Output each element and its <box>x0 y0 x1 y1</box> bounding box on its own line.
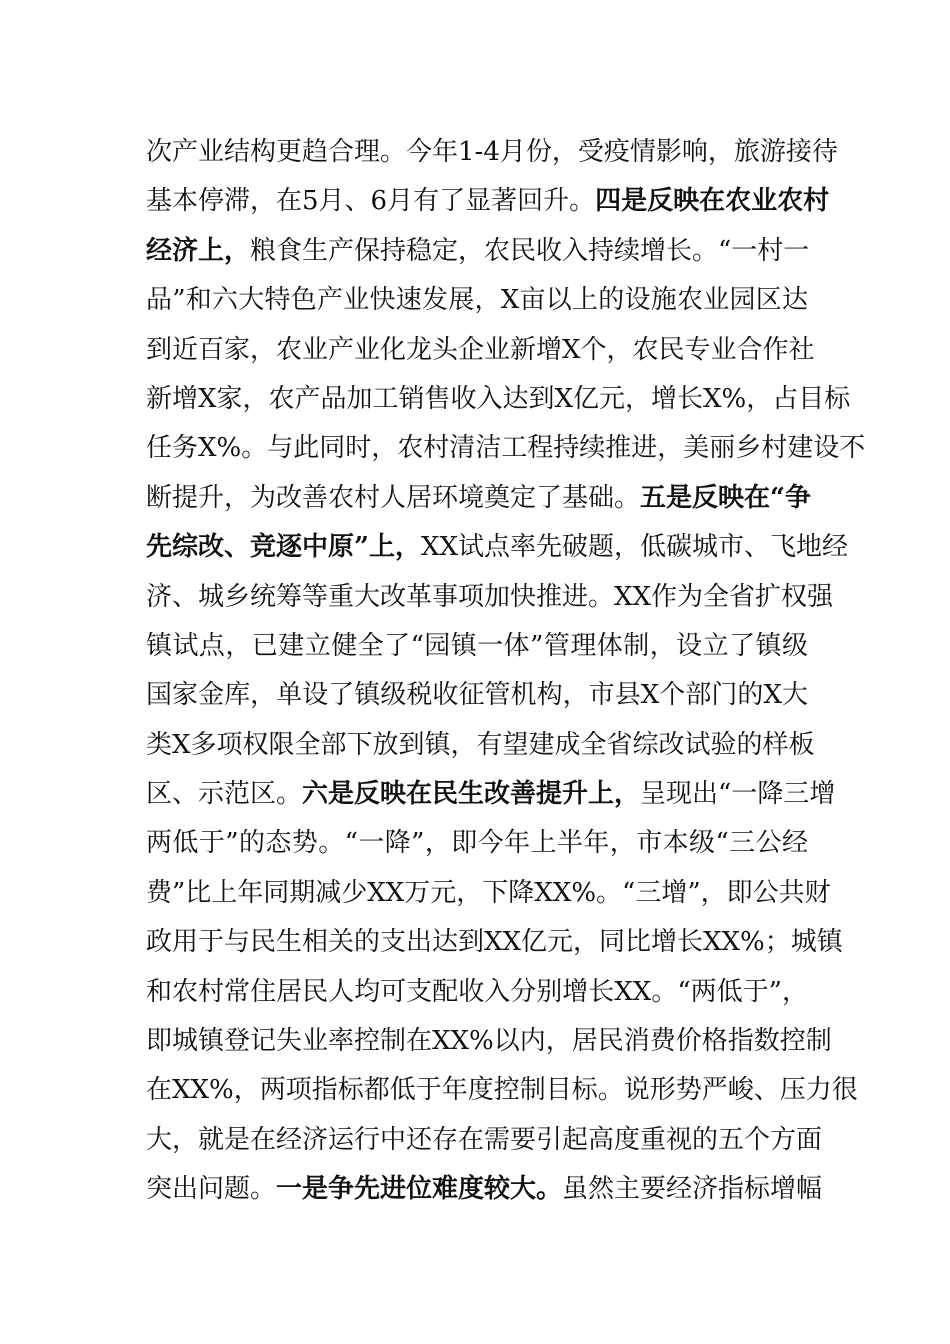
text-line <box>146 819 808 868</box>
bold-text-run: 经济上， <box>146 235 251 266</box>
text-line <box>146 424 866 473</box>
bold-text-run: 先综改、竞逐中原”上， <box>146 532 421 563</box>
bold-text-run: 一是争先进位难度较大。 <box>276 1174 563 1205</box>
text-run: 济、城乡统筹等重大改革事项加快推进。XX作为全省扩权强 <box>146 581 834 612</box>
text-run: 到近百家，农业产业化龙头企业新增X个，农民专业合作社 <box>146 334 815 365</box>
text-run: 区、示范区。 <box>146 779 303 810</box>
text-run: 费”比上年同期减少XX万元，下降XX%。“三增”，即公共财 <box>146 877 831 908</box>
text-run: 镇试点，已建立健全了“园镇一体”管理体制，设立了镇级 <box>146 630 808 661</box>
text-line <box>146 177 830 226</box>
text-line <box>146 326 815 375</box>
text-run: 突出问题。 <box>146 1174 277 1205</box>
text-line <box>146 622 808 671</box>
text-line <box>146 227 808 276</box>
text-run: 政用于与民生相关的支出达到XX亿元，同比增长XX%；城镇 <box>146 927 843 958</box>
text-line <box>146 375 851 424</box>
text-run: 大，就是在经济运行中还存在需要引起高度重视的五个方面 <box>146 1124 823 1155</box>
text-line <box>146 128 838 177</box>
text-line <box>146 869 831 918</box>
text-run: 国家金库，单设了镇级税收征管机构，市县X个部门的X大 <box>146 680 808 711</box>
text-run: 粮食生产保持稳定，农民收入持续增长。“一村一 <box>250 235 810 266</box>
text-line <box>146 1017 832 1066</box>
text-run: 在XX%，两项指标都低于年度控制目标。说形势严峻、压力很 <box>146 1075 858 1106</box>
text-line <box>146 968 808 1017</box>
bold-text-run: 六是反映在民生改善提升上， <box>302 779 641 810</box>
text-line <box>146 918 843 967</box>
text-line <box>146 1066 858 1115</box>
text-run: 类X多项权限全部下放到镇，有望建成全省综改试验的样板 <box>146 729 815 760</box>
text-run: 品”和六大特色产业快速发展，X亩以上的设施农业园区达 <box>146 285 808 316</box>
text-line <box>146 276 808 325</box>
text-run: 新增X家，农产品加工销售收入达到X亿元，增长X%，占目标 <box>146 383 851 414</box>
body-paragraph <box>146 128 866 1215</box>
text-run: 虽然主要经济指标增幅 <box>562 1174 823 1205</box>
text-run: 和农村常住居民人均可支配收入分别增长XX。“两低于”， <box>146 976 808 1007</box>
text-line <box>146 474 811 523</box>
text-run: 两低于”的态势。“一降”，即今年上半年，市本级“三公经 <box>146 828 808 859</box>
text-line <box>146 721 815 770</box>
text-line <box>146 1165 823 1214</box>
text-run: 基本停滞，在5月、6月有了显著回升。 <box>146 186 596 217</box>
text-line <box>146 573 834 622</box>
text-line <box>146 671 808 720</box>
bold-text-run: 五是反映在“争 <box>640 482 811 513</box>
text-line <box>146 1116 823 1165</box>
text-line <box>146 523 848 572</box>
text-run: 任务X%。与此同时，农村清洁工程持续推进，美丽乡村建设不 <box>146 433 866 464</box>
text-run: 即城镇登记失业率控制在XX%以内，居民消费价格指数控制 <box>146 1026 832 1057</box>
bold-text-run: 四是反映在农业农村 <box>595 186 830 217</box>
text-run: 呈现出“一降三增 <box>640 779 836 810</box>
text-line <box>146 770 836 819</box>
text-run: XX试点率先破题，低碳城市、飞地经 <box>420 532 848 563</box>
text-run: 次产业结构更趋合理。今年1-4月份，受疫情影响，旅游接待 <box>146 137 838 167</box>
text-run: 断提升，为改善农村人居环境奠定了基础。 <box>146 482 641 513</box>
